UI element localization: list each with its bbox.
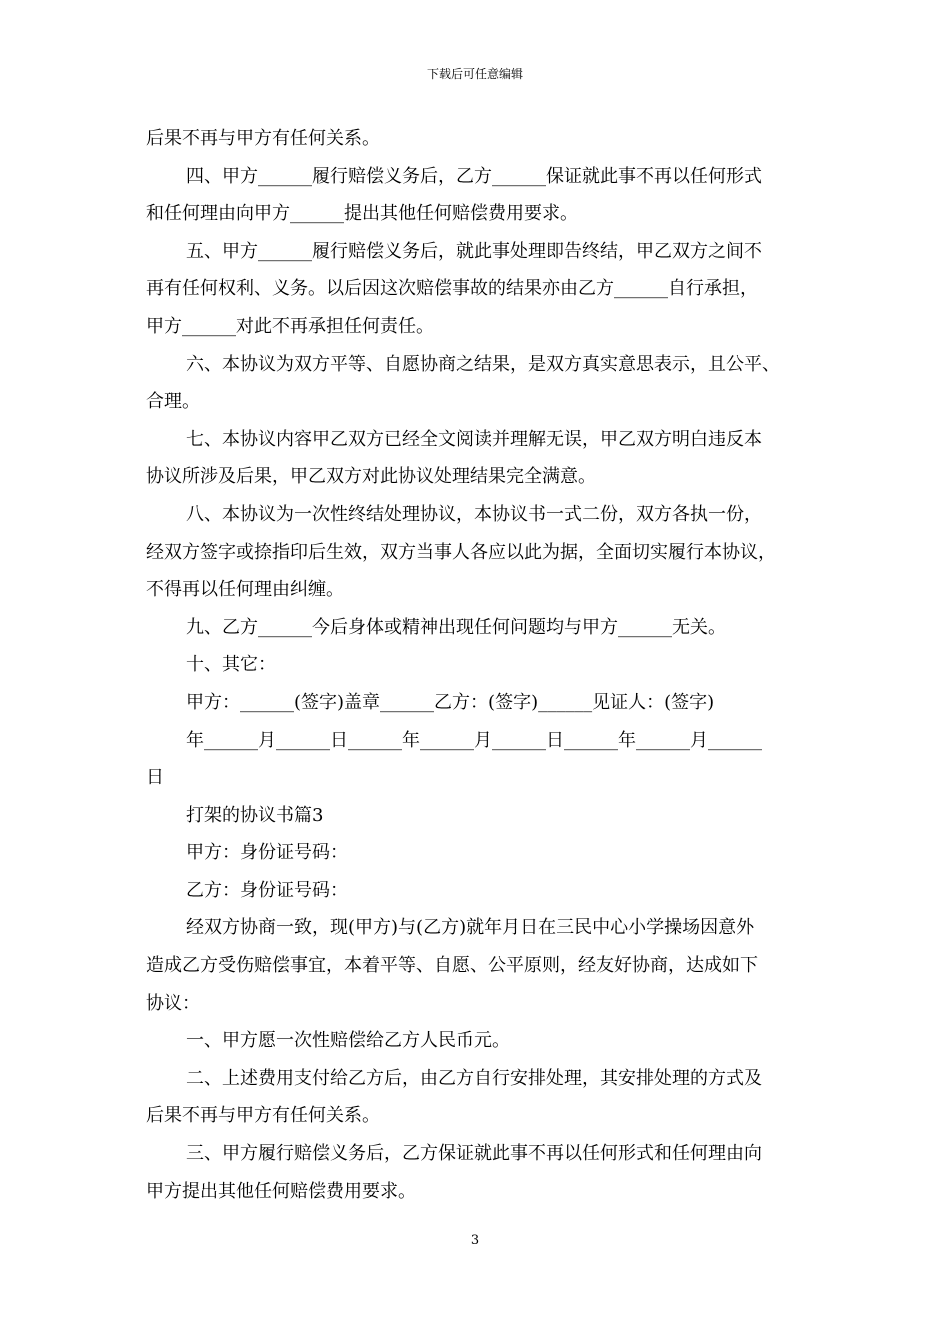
page-number: 3 (470, 1233, 480, 1248)
text-line: 十、其它： (186, 654, 276, 676)
text-line: 乙方：身份证号码： (186, 879, 348, 901)
text-line: 三、甲方履行赔偿义务后，乙方保证就此事不再以任何形式和任何理由向 (186, 1143, 762, 1165)
text-line: 日 (146, 767, 164, 789)
text-line: 后果不再与甲方有任何关系。 (146, 1105, 380, 1127)
text-line: 一、甲方愿一次性赔偿给乙方人民币元。 (186, 1030, 510, 1052)
text-line: 造成乙方受伤赔偿事宜，本着平等、自愿、公平原则，经友好协商，达成如下 (146, 955, 758, 977)
text-line: 合理。 (146, 391, 200, 413)
text-line: 四、甲方______履行赔偿义务后，乙方______保证就此事不再以任何形式 (186, 165, 762, 187)
document-body (146, 124, 812, 1214)
section-title: 打架的协议书篇3 (186, 804, 324, 826)
text-line: 七、本协议内容甲乙双方已经全文阅读并理解无误，甲乙双方明白违反本 (186, 428, 762, 450)
signature-line: 甲方：______(签字)盖章______乙方：(签字)______见证人：(签字) (186, 691, 715, 713)
text-line: 五、甲方______履行赔偿义务后，就此事处理即告终结，甲乙双方之间不 (186, 240, 762, 262)
text-line: 甲方提出其他任何赔偿费用要求。 (146, 1180, 416, 1202)
text-line: 经双方签字或捺指印后生效，双方当事人各应以此为据，全面切实履行本协议， (146, 541, 776, 563)
date-line: 年______月______日______年______月______日______年______月______ (186, 729, 762, 751)
text-line: 甲方______对此不再承担任何责任。 (146, 315, 434, 337)
text-line: 协议所涉及后果，甲乙双方对此协议处理结果完全满意。 (146, 466, 596, 488)
text-line: 九、乙方______今后身体或精神出现任何问题均与甲方______无关。 (186, 616, 726, 638)
text-line: 六、本协议为双方平等、自愿协商之结果，是双方真实意思表示，且公平、 (186, 353, 780, 375)
text-line: 二、上述费用支付给乙方后，由乙方自行安排处理，其安排处理的方式及 (186, 1067, 762, 1089)
text-line: 八、本协议为一次性终结处理协议，本协议书一式二份，双方各执一份， (186, 503, 762, 525)
page-header: 下载后可任意编辑 (426, 67, 523, 81)
text-line: 经双方协商一致，现(甲方)与(乙方)就年月日在三民中心小学操场因意外 (186, 917, 755, 939)
text-line: 后果不再与甲方有任何关系。 (146, 128, 380, 149)
text-line: 再有任何权利、义务。以后因这次赔偿事故的结果亦由乙方______自行承担， (146, 278, 758, 300)
text-line: 甲方：身份证号码： (186, 842, 348, 864)
text-line: 协议： (146, 992, 200, 1014)
text-line: 不得再以任何理由纠缠。 (146, 579, 344, 601)
text-line: 和任何理由向甲方______提出其他任何赔偿费用要求。 (146, 203, 578, 225)
